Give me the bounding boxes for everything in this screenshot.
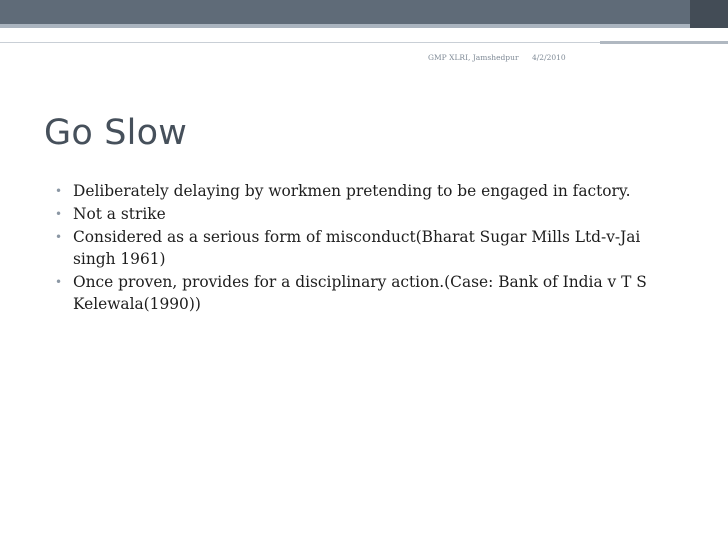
bullet-list	[55, 180, 675, 316]
top-decorative-band-right	[690, 0, 728, 28]
top-decorative-band-light	[0, 24, 728, 28]
bullet-item	[55, 271, 675, 315]
bullet-marker: •	[55, 230, 63, 244]
bullet-item	[55, 180, 675, 202]
top-decorative-band	[0, 0, 728, 24]
bullet-marker: •	[55, 207, 63, 221]
bullet-marker: •	[55, 184, 63, 198]
slide-title: Go Slow	[44, 113, 188, 153]
bullet-text: Deliberately delaying by workmen pretending to be engaged in factory.	[73, 182, 631, 200]
bullet-text: Considered as a serious form of misconduct(Bharat Sugar Mills Ltd-v-Jai singh 1961)	[73, 228, 641, 268]
footer-date: 4/2/2010	[532, 53, 566, 62]
bullet-text: Not a strike	[73, 205, 166, 223]
bullet-item	[55, 203, 675, 225]
bullet-marker: •	[55, 275, 63, 289]
bullet-text: Once proven, provides for a disciplinary action.(Case: Bank of India v T S Kelewala(1990))	[73, 273, 647, 313]
header-rule-accent	[600, 41, 728, 44]
footer-source: GMP XLRI, Jamshedpur	[428, 53, 519, 62]
bullet-item	[55, 226, 675, 270]
